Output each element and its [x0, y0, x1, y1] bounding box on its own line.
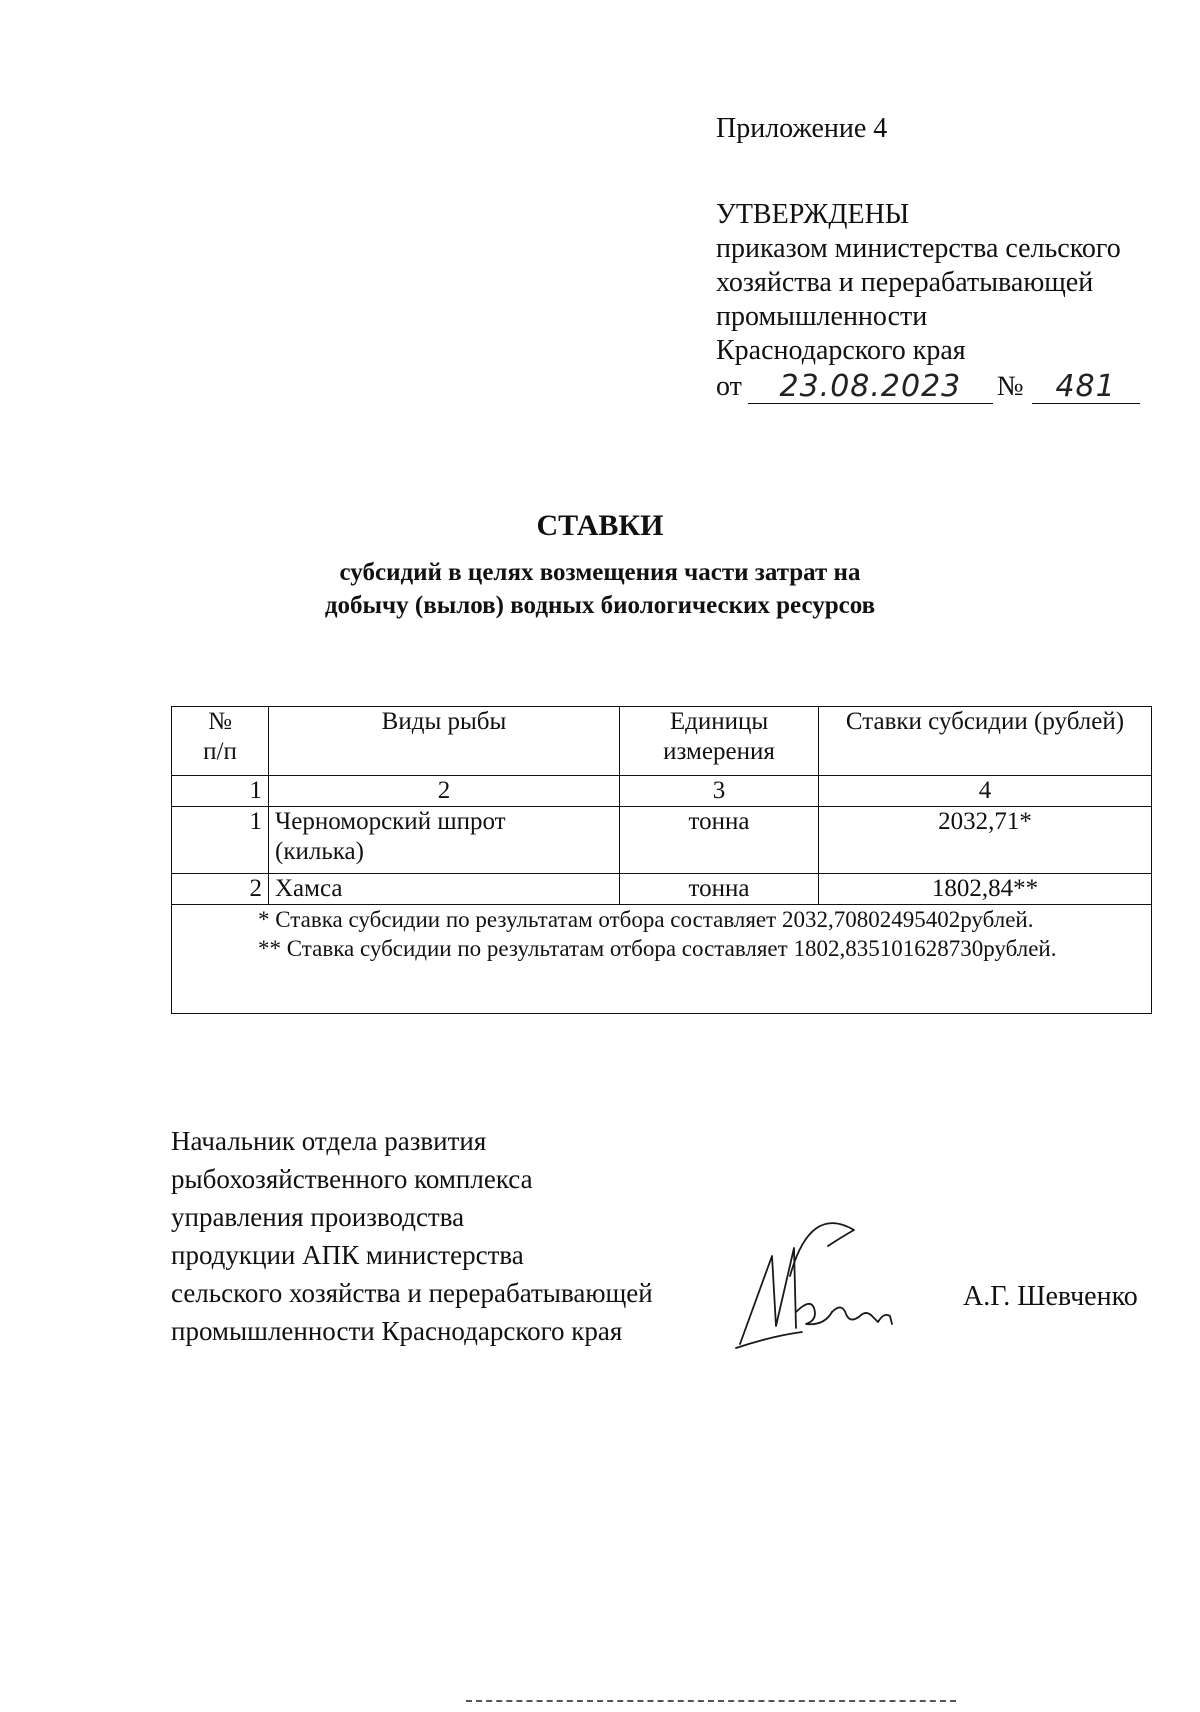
position-line-2: рыбохозяйственного комплекса [171, 1164, 533, 1194]
signatory-name: А.Г. Шевченко [963, 1281, 1138, 1312]
handwritten-date: 23.08.2023 [748, 371, 993, 404]
row-rate: 2032,71* [819, 807, 1152, 874]
document-subtitle-line-1: субсидий в целях возмещения части затрат на [339, 559, 861, 586]
approved-label: УТВЕРЖДЕНЫ [716, 199, 910, 230]
column-number-2: 2 [269, 776, 620, 807]
row-fish: Хамса [269, 874, 620, 905]
document-title-block [0, 508, 1200, 622]
position-line-6: промышленности Краснодарского края [171, 1316, 623, 1346]
order-line-3: промышленности [716, 301, 928, 332]
header-number-line-2: п/п [203, 738, 237, 765]
position-line-3: управления производства [171, 1202, 465, 1232]
position-line-1: Начальник отдела развития [171, 1126, 487, 1156]
handwritten-order-number: 481 [1032, 371, 1140, 404]
row-fish-line-2: (килька) [275, 838, 364, 865]
date-prefix: от [716, 371, 742, 402]
header-unit [620, 707, 819, 776]
column-number-3: 3 [620, 776, 819, 807]
note-1: * Ставка субсидии по результатам отбора составляет 2032,70802495402рублей. [258, 907, 1034, 932]
position-line-4: продукции АПК министерства [171, 1240, 524, 1270]
order-date-number-row [716, 370, 1156, 404]
header-unit-line-2: измерения [663, 738, 775, 765]
table-notes-row [172, 905, 1152, 1014]
number-sign: № [996, 371, 1024, 402]
column-number-4: 4 [819, 776, 1152, 807]
position-line-5: сельского хозяйства и перерабатывающей [171, 1278, 653, 1308]
signatory-position [171, 1122, 653, 1350]
row-fish [269, 807, 620, 874]
table-notes [172, 905, 1152, 1014]
document-title: СТАВКИ [536, 509, 664, 542]
column-number-1: 1 [172, 776, 269, 807]
header-rate: Ставки субсидии (рублей) [819, 707, 1152, 776]
annex-label: Приложение 4 [716, 113, 888, 144]
header-unit-line-1: Единицы [669, 708, 769, 735]
header-fish: Виды рыбы [269, 707, 620, 776]
order-line-1: приказом министерства сельского [716, 233, 1121, 264]
row-fish-line-1: Черноморский шпрот [275, 808, 506, 835]
header-number-line-1: № [208, 708, 232, 735]
table-row [172, 807, 1152, 874]
document-subtitle-line-2: добычу (вылов) водных биологических ресурсов [324, 592, 876, 619]
table-header-row [172, 707, 1152, 776]
bottom-divider [466, 1700, 956, 1702]
handwritten-signature [732, 1216, 912, 1356]
row-rate: 1802,84** [819, 874, 1152, 905]
order-line-4: Краснодарского края [716, 335, 966, 366]
row-number: 1 [172, 807, 269, 874]
row-unit: тонна [620, 807, 819, 874]
header-number [172, 707, 269, 776]
note-2: ** Ставка субсидии по результатам отбора составляет 1802,835101628730рублей. [258, 936, 1057, 961]
row-unit: тонна [620, 874, 819, 905]
table-column-numbers-row [172, 776, 1152, 807]
rates-table [171, 706, 1152, 1014]
order-line-2: хозяйства и перерабатывающей [716, 267, 1094, 298]
row-number: 2 [172, 874, 269, 905]
table-row [172, 874, 1152, 905]
approval-block [716, 112, 1156, 404]
